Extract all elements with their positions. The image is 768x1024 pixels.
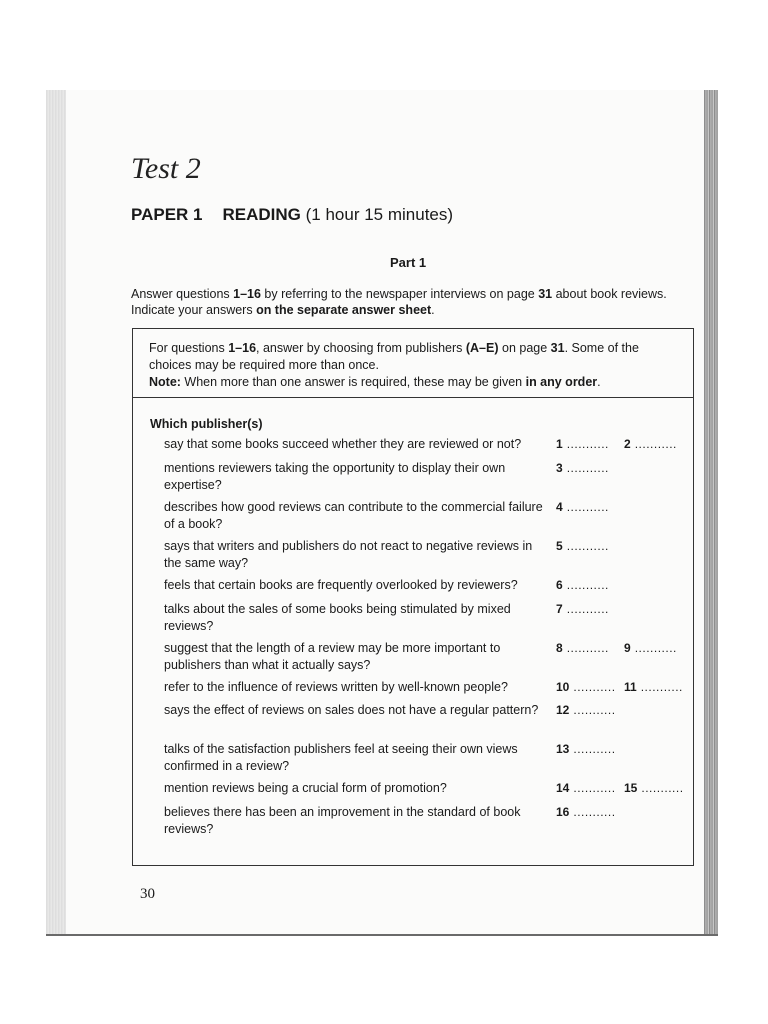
question-text: says the effect of reviews on sales does not have a regular pattern? bbox=[164, 703, 539, 717]
answer-blank: ........... bbox=[566, 641, 609, 655]
instruction-question-range: 1–16 bbox=[228, 341, 257, 355]
answer-slot bbox=[624, 437, 677, 451]
answer-slot bbox=[556, 703, 616, 717]
question-text: mentions reviewers taking the opportunity to display their own expertise? bbox=[164, 461, 506, 492]
instruction-segment: For questions bbox=[149, 341, 229, 355]
page-edge-shadow bbox=[704, 90, 718, 934]
answer-slot bbox=[556, 578, 609, 592]
answer-number: 4 bbox=[556, 500, 563, 514]
answer-blank: ........... bbox=[566, 539, 609, 553]
answer-slot bbox=[556, 539, 609, 553]
instruction-segment: , answer by choosing from publishers bbox=[256, 341, 466, 355]
question-text: talks of the satisfaction publishers feel at seeing their own views confirmed in a review? bbox=[164, 742, 518, 773]
answer-number: 7 bbox=[556, 602, 563, 616]
answer-blank: ........... bbox=[566, 500, 609, 514]
instruction-page-ref: 31 bbox=[550, 341, 565, 355]
question-text: say that some books succeed whether they are reviewed or not? bbox=[164, 437, 522, 451]
intro-page-ref: 31 bbox=[538, 287, 553, 301]
answer-slot bbox=[624, 781, 684, 795]
answer-number: 8 bbox=[556, 641, 563, 655]
test-title: Test 2 bbox=[131, 152, 201, 185]
answer-slot bbox=[556, 461, 609, 475]
answer-number: 3 bbox=[556, 461, 563, 475]
intro-text bbox=[131, 286, 701, 318]
answer-blank: ........... bbox=[573, 680, 616, 694]
note-end: . bbox=[597, 375, 601, 389]
paper-label: PAPER 1 bbox=[131, 205, 203, 224]
instructions-panel bbox=[133, 329, 693, 398]
intro-text-segment: by referring to the newspaper interviews on page bbox=[260, 287, 539, 301]
answer-blank: ........... bbox=[634, 641, 677, 655]
question-text: feels that certain books are frequently overlooked by reviewers? bbox=[164, 578, 518, 592]
answer-blank: ........... bbox=[566, 437, 609, 451]
answer-slot bbox=[556, 680, 616, 694]
answer-slot bbox=[624, 641, 677, 655]
answer-number: 12 bbox=[556, 703, 570, 717]
answer-blank: ........... bbox=[641, 781, 684, 795]
answer-slot bbox=[556, 742, 616, 756]
answer-blank: ........... bbox=[566, 578, 609, 592]
answer-number: 1 bbox=[556, 437, 563, 451]
answer-slot bbox=[556, 781, 616, 795]
answer-blank: ........... bbox=[573, 703, 616, 717]
answer-blank: ........... bbox=[573, 805, 616, 819]
answer-blank: ........... bbox=[573, 742, 616, 756]
intro-text-segment: . bbox=[431, 303, 435, 317]
part-heading: Part 1 bbox=[390, 255, 427, 270]
answer-slot bbox=[556, 805, 616, 819]
page-number: 30 bbox=[140, 886, 155, 902]
answer-blank: ........... bbox=[566, 461, 609, 475]
answer-blank: ........... bbox=[634, 437, 677, 451]
answer-number: 10 bbox=[556, 680, 570, 694]
note-text: When more than one answer is required, these may be given bbox=[180, 375, 526, 389]
intro-text-segment: about book reviews. bbox=[552, 287, 667, 301]
question-text: describes how good reviews can contribute to the commercial failure of a book? bbox=[164, 500, 543, 531]
answer-slot bbox=[556, 641, 609, 655]
answer-slot bbox=[556, 602, 609, 616]
answer-number: 6 bbox=[556, 578, 563, 592]
instruction-publisher-range: (A–E) bbox=[465, 341, 499, 355]
answer-blank: ........... bbox=[573, 781, 616, 795]
answer-blank: ........... bbox=[566, 602, 609, 616]
answer-number: 16 bbox=[556, 805, 570, 819]
answer-number: 13 bbox=[556, 742, 570, 756]
answer-number: 15 bbox=[624, 781, 638, 795]
answer-number: 9 bbox=[624, 641, 631, 655]
answer-slot bbox=[624, 680, 683, 694]
paper-section: READING bbox=[222, 205, 301, 224]
question-text: believes there has been an improvement in the standard of book reviews? bbox=[164, 805, 521, 836]
question-text: talks about the sales of some books being stimulated by mixed reviews? bbox=[164, 602, 511, 633]
question-text: mention reviews being a crucial form of promotion? bbox=[164, 781, 447, 795]
page-spine-shadow bbox=[46, 90, 66, 934]
paper-heading bbox=[131, 205, 453, 225]
intro-question-range: 1–16 bbox=[233, 287, 261, 301]
intro-text-segment: Answer questions bbox=[131, 287, 234, 301]
questions-heading: Which publisher(s) bbox=[150, 417, 263, 431]
answer-slot bbox=[556, 437, 609, 451]
answer-number: 11 bbox=[624, 680, 637, 694]
question-text: suggest that the length of a review may be more important to publishers than what it actually says? bbox=[164, 641, 501, 672]
answer-number: 2 bbox=[624, 437, 631, 451]
note-emphasis: in any order bbox=[525, 375, 598, 389]
answer-blank: ........... bbox=[640, 680, 683, 694]
question-text: refer to the influence of reviews written by well-known people? bbox=[164, 680, 508, 694]
instruction-segment: . Some of the choices may be required more than once. bbox=[149, 341, 639, 372]
answer-slot bbox=[556, 500, 609, 514]
answer-number: 5 bbox=[556, 539, 563, 553]
question-text: says that writers and publishers do not react to negative reviews in the same way? bbox=[164, 539, 533, 570]
note-label: Note: bbox=[149, 375, 181, 389]
instruction-segment: on page bbox=[498, 341, 551, 355]
intro-answer-sheet: on the separate answer sheet bbox=[256, 303, 432, 317]
intro-text-segment: Indicate your answers bbox=[131, 303, 257, 317]
paper-duration: (1 hour 15 minutes) bbox=[305, 205, 454, 224]
answer-number: 14 bbox=[556, 781, 570, 795]
